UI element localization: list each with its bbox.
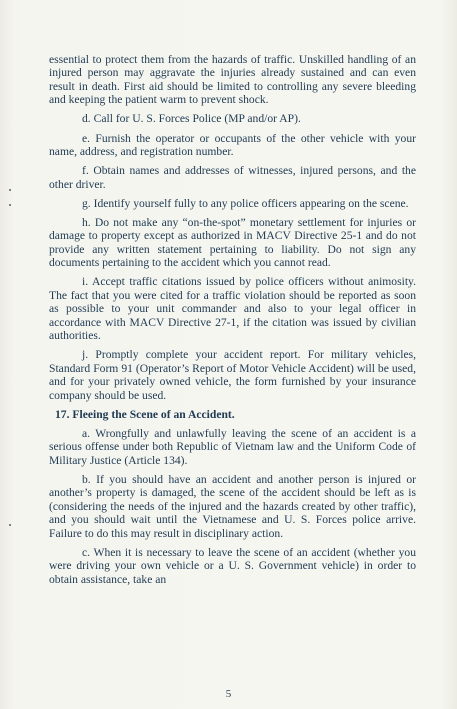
paragraph-b: b. If you should have an accident and another person is injured or another’s property is damaged, the scene of the accident should be left as is (considering the needs of the injured and the hazards created by other traffic), and you should wait until the Vietnamese and U. S. Forces police arrive. Failure to do this may result in disciplinary action. bbox=[49, 472, 416, 540]
paragraph-i: i. Accept traffic citations issued by police officers without animosity. The fact that you were cited for a traffic violation should be reported as soon as possible to your unit commander and also to your legal officer in accordance with MACV Directive 27-1, if the citation was issued by civilian authorities. bbox=[49, 275, 416, 343]
paragraph-f: f. Obtain names and addresses of witnesses, injured persons, and the other driver. bbox=[49, 164, 416, 191]
paragraph-c: c. When it is necessary to leave the scene of an accident (whether you were driving your own vehicle or a U. S. Government vehicle) in order to obtain assistance, take an bbox=[49, 545, 416, 586]
section-heading: 17. Fleeing the Scene of an Accident. bbox=[55, 407, 235, 421]
margin-speck bbox=[9, 524, 11, 526]
page-number: 5 bbox=[225, 688, 232, 700]
paragraph-e: e. Furnish the operator or occupants of the other vehicle with your name, address, and registration number. bbox=[49, 131, 416, 159]
paragraph-h: h. Do not make any “on-the-spot” monetary settlement for injuries or damage to property except as authorized in MACV Directive 25-1 and do not provide any written statement pertaining to liability. Do not sign any documents pertaining to the accident which you cannot read. bbox=[49, 216, 416, 270]
body-text bbox=[49, 53, 416, 592]
margin-speck bbox=[9, 189, 11, 191]
paragraph-g: g. Identify yourself fully to any police officers appearing on the scene. bbox=[82, 196, 409, 210]
paragraph-a: a. Wrongfully and unlawfully leaving the scene of an accident is a serious offense under both Republic of Vietnam law and the Uniform Code of Military Justice (Article 134). bbox=[49, 426, 416, 467]
paragraph-d: d. Call for U. S. Forces Police (MP and/or AP). bbox=[82, 112, 301, 126]
paragraph-j: j. Promptly complete your accident report. For military vehicles, Standard Form 91 (Operator’s Report of Motor Vehicle Accident) will be used, and for your privately owned vehicle, the form furnished by your insurance company should be used. bbox=[49, 348, 416, 402]
margin-speck bbox=[9, 204, 11, 206]
paragraph-continued: essential to protect them from the hazards of traffic. Unskilled handling of an injured person may aggravate the injuries already sustained and can even result in death. First aid should be limited to controlling any severe bleeding and keeping the patient warm to prevent shock. bbox=[49, 53, 416, 107]
